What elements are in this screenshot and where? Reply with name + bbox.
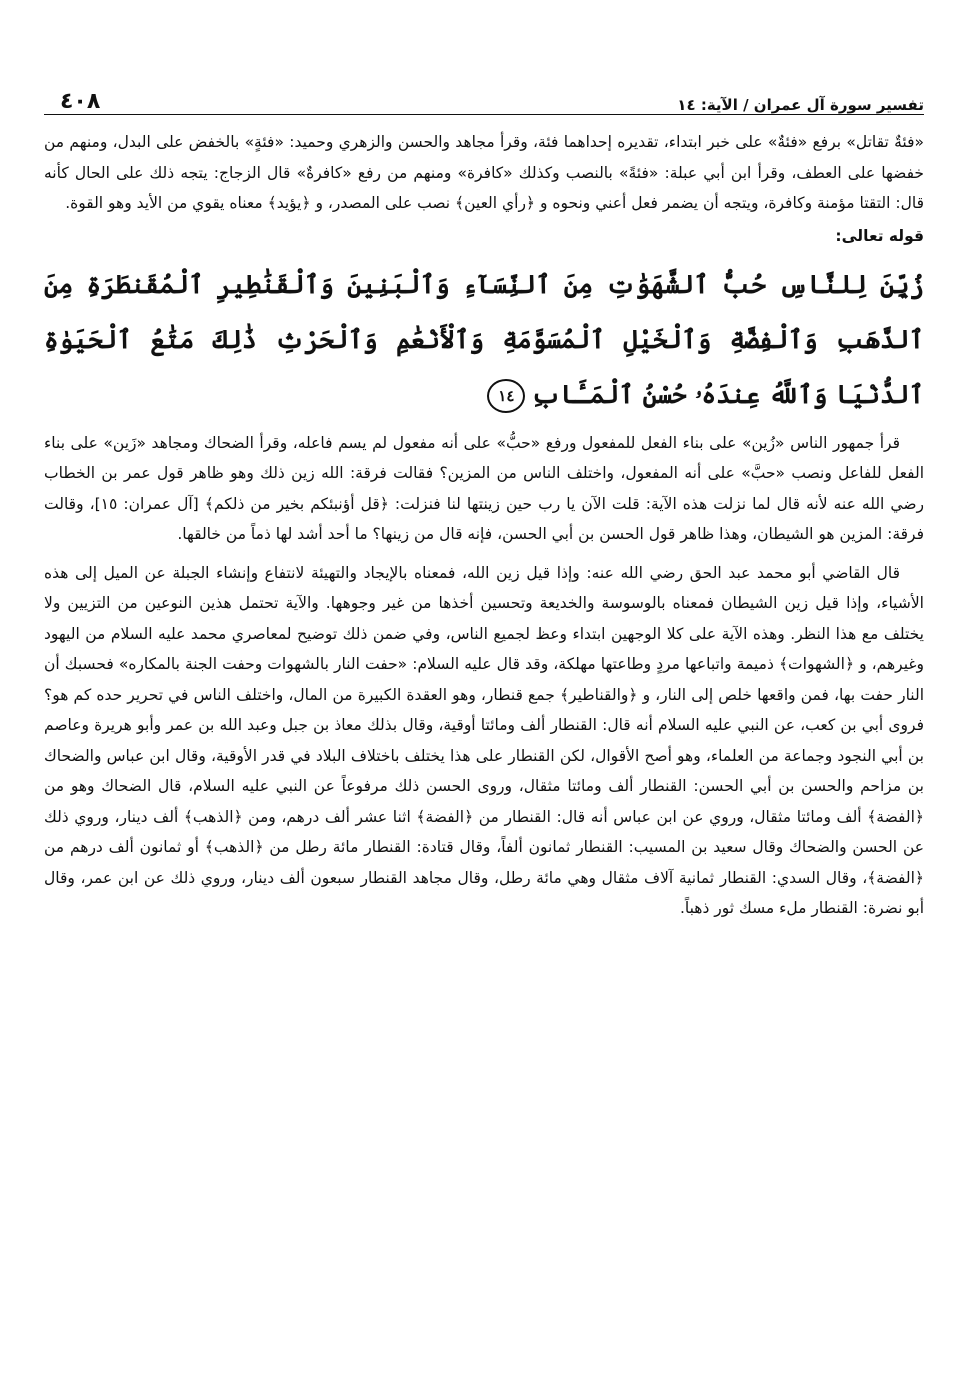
paragraph-1: «فئةٌ تقاتل» برفع «فئةٌ» على خبر ابتداء، تقديره إحداهما فئة، وقرأ مجاهد والحسن والزهري وحميد: «فئةٍ» بالخفض على البدل، ومنهم من خفضها على العطف، وقرأ ابن أبي عبلة: «فئةً» بالنصب وكذلك «كافرة» ومنهم من رفع «كافرةٌ» قال الزجاج: يتجه ذلك على الحال كأنه قال: التقتا مؤمنة وكافرة، ويتجه أن يضمر فعل أعني ونحوه و ﴿رأي العين﴾ نصب على المصدر، و ﴿يؤيد﴾ معناه يقوي من الأيد وهو القوة. [44,133,924,212]
verse-intro: قوله تعالى: [835,226,924,245]
paragraph-3: قال القاضي أبو محمد عبد الحق رضي الله عنه: وإذا قيل زين الله، فمعناه بالإيجاد والتهيئة لانتفاع وإنشاء الجبلة عن الميل إلى هذه الأشياء، وإذا قيل زين الشيطان فمعناه بالوسوسة والخديعة وتحسين أخذها من غير وجوهها. والآية تحتمل هذين النوعين من التزيين ولا يختلف مع هذا النظر. وهذه الآية على كلا الوجهين ابتداء وعظ لجميع الناس، وفي ضمن ذلك توضيح لمعاصري محمد عليه السلام من اليهود وغيرهم، و ﴿الشهوات﴾ ذميمة واتباعها مردٍ وطاعتها مهلكة، وقد قال عليه السلام: «حفت النار بالشهوات وحفت الجنة بالمكاره» فحسبك أن النار حفت بها، فمن واقعها خلص إلى النار، و ﴿والقناطير﴾ جمع قنطار، وهو العقدة الكبيرة من المال، واختلف الناس في تحرير حده كم هو؟ فروى أبي بن كعب، عن النبي عليه السلام أنه قال: القنطار ألف ومائتا أوقية، وقال بذلك معاذ بن جبل وعبد الله بن عمر وأبو هريرة وعاصم بن أبي النجود وجماعة من العلماء، وهو أصح الأقوال، لكن القنطار على هذا يختلف باختلاف البلاد في قدر الأوقية، وقال ابن عباس والضحاك بن مزاحم والحسن بن أبي الحسن: القنطار ألف ومائتا مثقال، وروى الحسن ذلك مرفوعاً عن النبي عليه السلام، قال الضحاك وهو من ﴿الفضة﴾ ألف ومائتا مثقال، وروي عن ابن عباس أنه قال: القنطار من ﴿الفضة﴾ اثنا عشر ألف درهم، ومن ﴿الذهب﴾ ألف دينار، وروي ذلك عن الحسن والضحاك وقال سعيد بن المسيب: القنطار ثمانون ألفاً، وقال قتادة: القنطار مائة رطل من ﴿الذهب﴾ أو ثمانون ألف درهم من ﴿الفضة﴾، وقال السدي: القنطار ثمانية آلاف مثقال وهي مائة رطل، وقال مجاهد القنطار سبعون ألف دينار، وروي ذلك عن ابن عمر، وقال أبو نضرة: القنطار ملء مسك ثور ذهباً. [44,563,924,917]
verse-text: زُيِّنَ لِلنَّاسِ حُبُّ ٱلشَّهَوَٰتِ مِنَ ٱلنِّسَآءِ وَٱلْبَنِينَ وَٱلْقَنَٰطِيرِ ٱلْمُقَنطَرَةِ مِنَ ٱلذَّهَبِ وَٱلْفِضَّةِ وَٱلْخَيْلِ ٱلْمُسَوَّمَةِ وَٱلْأَنْعَٰمِ وَٱلْحَرْثِ ذَٰلِكَ مَتَٰعُ ٱلْحَيَوٰةِ ٱلدُّنْيَا وَٱللَّهُ عِندَهُۥ حُسْنُ ٱلْمَـَٔابِ [44,269,924,409]
running-head-title: تفسير سورة آل عمران / الآية: ١٤ [677,96,924,114]
paragraph-2: قرأ جمهور الناس «زُين» على بناء الفعل للمفعول ورفع «حبُّ» على أنه مفعول لم يسم فاعله، وقرأ الضحاك ومجاهد «زَين» على بناء الفعل للفاعل ونصب «حبَّ» على أنه المفعول، واختلف الناس من المزين؟ فقالت فرقة: الله زين ذلك وهو ظاهر قول عمر بن الخطاب رضي الله عنه لأنه قال لما نزلت هذه الآية: قلت الآن يا رب حين زينتها لنا فنزلت: ﴿قل أؤنبئكم بخير من ذلكم﴾ [آل عمران: ١٥]، وقالت فرقة: المزين هو الشيطان، وهذا ظاهر قول الحسن بن أبي الحسن، فإنه قال من زينها؟ ما أحد أشد لها ذماً من خالقها. [44,433,924,543]
quran-verse [44,257,924,422]
book-page [44,78,924,1378]
running-head [44,78,924,115]
ayah-number-marker: ١٤ [487,379,525,413]
page-number: ٤٠٨ [60,89,101,114]
